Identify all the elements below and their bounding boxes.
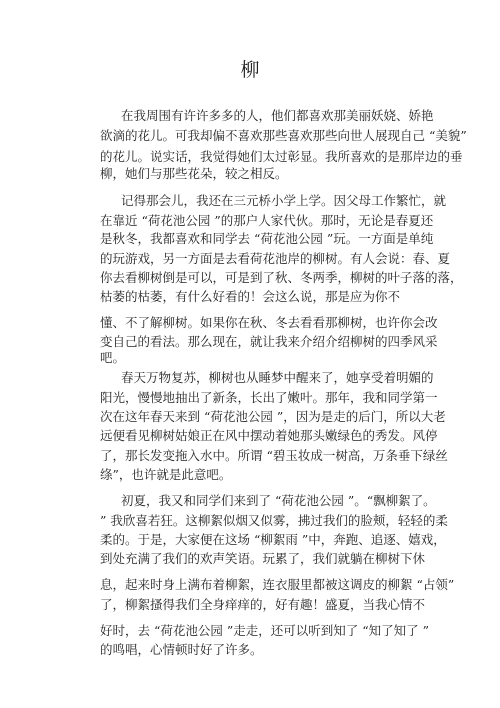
- paragraph-line: 绦”，也许就是此意吧。: [100, 467, 232, 482]
- paragraph-line: 记得那会儿，我还在三元桥小学上学。因父母工作繁忙，就: [121, 193, 447, 208]
- paragraph-line: 的花儿。说实话，我觉得她们太过彰显。我所喜欢的是那岸边的垂: [100, 149, 463, 164]
- paragraph-line: 息，起来时身上满布着柳絮，连衣服里都被这调皮的柳絮 “占领”: [100, 577, 455, 592]
- paragraph-line: 欲滴的花儿。可我却偏不喜欢那些喜欢那些向世人展现自己 “美貌”: [100, 128, 467, 143]
- paragraph-line: 在我周围有许许多多的人，他们都喜欢那美丽妖娆、娇艳: [121, 108, 434, 123]
- paragraph-line: 远便看见柳树姑娘正在风中摆动着她那头嫩绿色的秀发。风停: [100, 428, 438, 443]
- document-title: 柳: [240, 59, 260, 81]
- paragraph-line: 你去看柳树倒是可以，可是到了秋、冬两季，柳树的叶子落的落，: [100, 270, 463, 285]
- paragraph-line: 变自己的看法。那么现在，就让我来介绍介绍柳树的四季风采: [100, 334, 438, 349]
- paragraph-line: 了，那长发变拖入水中。所谓 “碧玉妆成一树高，万条垂下绿丝: [100, 448, 448, 463]
- paragraph-line: 阳光，慢慢地抽出了新条，长出了嫩叶。那年，我和同学第一: [100, 390, 438, 405]
- paragraph-line: 是秋冬，我都喜欢和同学去 “荷花池公园 ”玩。一方面是单纯: [100, 231, 434, 246]
- paragraph-line: 初夏，我又和同学们来到了 “荷花池公园 ”。“飘柳絮了。: [121, 493, 436, 508]
- paragraph-line: 好时，去 “荷花池公园 ”走走，还可以听到知了 “知了知了 ”: [100, 623, 429, 638]
- paragraph-line: 春天万物复苏，柳树也从睡梦中醒来了，她享受着明媚的: [121, 370, 434, 385]
- paragraph-line: 枯萎的枯萎，有什么好看的！会这么说，那是应为你不: [100, 289, 401, 304]
- paragraph-line: ” 我欣喜若狂。这柳絮似烟又似雾，拂过我们的脸颊，轻轻的柔: [100, 513, 448, 528]
- paragraph-line: 柔的。于是，大家便在这场 “柳絮雨 ”中，奔跑、追逐、嬉戏，: [100, 532, 446, 547]
- paragraph-line: 的玩游戏，另一方面是去看荷花池岸的柳树。有人会说：春、夏: [100, 251, 451, 266]
- paragraph-line: 懂、不了解柳树。如果你在秋、冬去看看那柳树，也许你会改: [100, 315, 438, 330]
- paragraph-line: 了，柳絮搔得我们全身痒痒的，好有趣！盛夏，当我心情不: [100, 597, 426, 612]
- paragraph-line: 次在这年春天来到 “荷花池公园 ”，因为是走的后门，所以大老: [100, 409, 446, 424]
- paragraph-line: 在靠近 “荷花池公园 ”的那户人家代伙。那时，无论是春夏还: [100, 213, 434, 228]
- paragraph-line: 到处充满了我们的欢声笑语。玩累了，我们就躺在柳树下休: [100, 551, 426, 566]
- paragraph-line: 吧。: [100, 350, 126, 365]
- paragraph-line: 柳，她们与那些花朵，较之相反。: [100, 166, 288, 181]
- paragraph-line: 的鸣唱，心情顿时好了许多。: [100, 642, 263, 657]
